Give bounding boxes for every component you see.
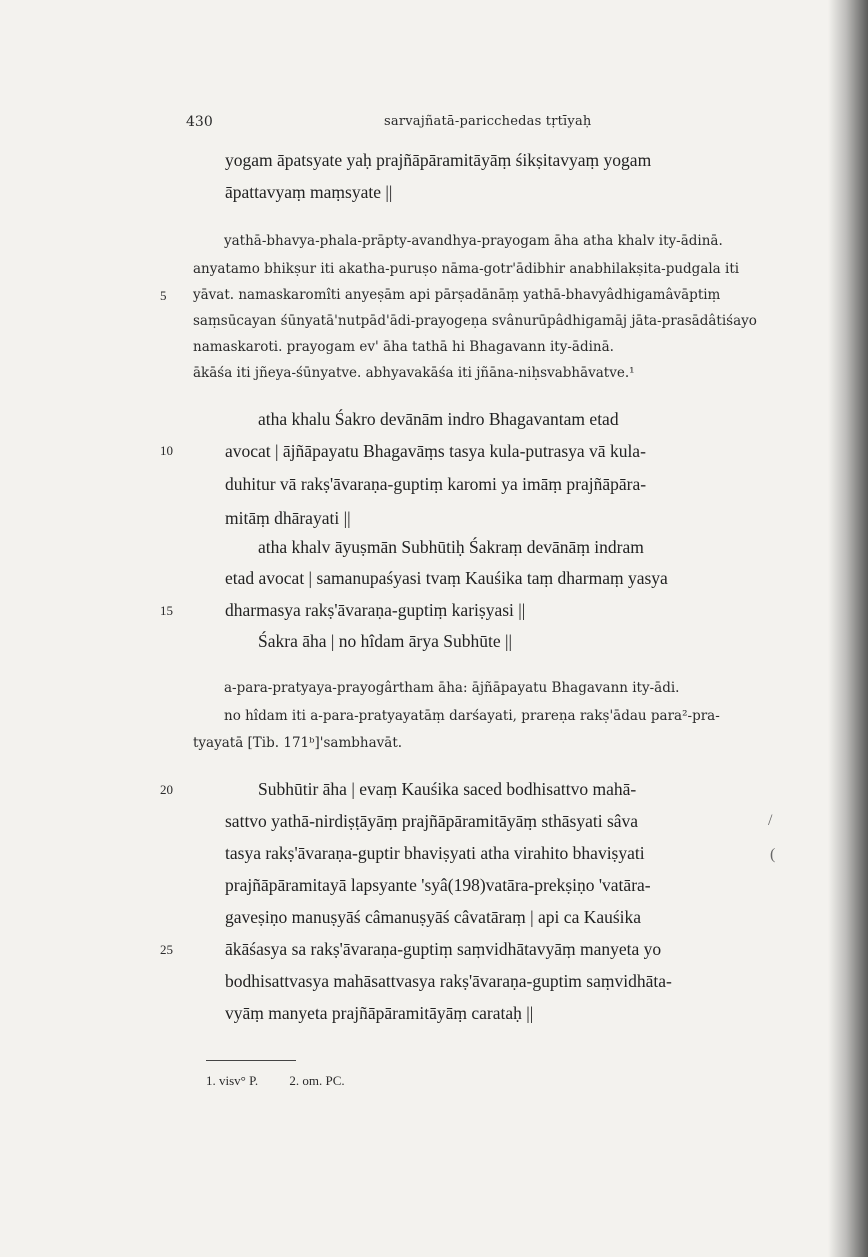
text-line: etad avocat | samanupaśyasi tvaṃ Kauśika taṃ dharmaṃ yasya (225, 568, 668, 588)
footnotes (206, 1073, 373, 1089)
footnote-1: 1. visv° P. (206, 1073, 259, 1088)
commentary-line: saṃsūcayan śūnyatā'nutpād'ādi-prayogeṇa svânurūpâdhigamāj jāta-prasādâtiśayo (193, 313, 757, 329)
text-line: sattvo yathā-nirdiṣṭāyāṃ prajñāpāramitāyāṃ sthāsyati sâva (225, 811, 639, 831)
footnote-rule (206, 1060, 296, 1061)
margin-mark: / (768, 812, 773, 829)
commentary-line: no hîdam iti a-para-pratyayatāṃ darśayati, prareṇa rakṣ'ādau para²-pra- (224, 708, 720, 724)
text-line: ākāśasya sa rakṣ'āvaraṇa-guptiṃ saṃvidhātavyāṃ manyeta yo (225, 939, 662, 959)
text-line: atha khalv āyuṣmān Subhūtiḥ Śakraṃ devānāṃ indram (258, 537, 644, 557)
footnote-2: 2. om. PC. (289, 1073, 345, 1088)
text-line: mitāṃ dhārayati || (225, 508, 351, 528)
text-line: prajñāpāramitayā lapsyante 'syâ(198)vatāra-prekṣiṇo 'vatāra- (225, 875, 651, 895)
commentary-line: tyayatā [Tib. 171ᵇ]'sambhavāt. (193, 735, 403, 751)
line-number-25: 25 (160, 942, 173, 957)
line-number-5: 5 (160, 288, 167, 303)
running-title: sarvajñatā-paricchedas tṛtīyaḥ (384, 114, 592, 129)
line-number-20: 20 (160, 782, 173, 797)
commentary-line: a-para-pratyaya-prayogârtham āha: ājñāpayatu Bhagavann ity-ādi. (224, 680, 680, 696)
text-line: avocat | ājñāpayatu Bhagavāṃs tasya kula-putrasya vā kula- (225, 441, 646, 461)
text-line: atha khalu Śakro devānām indro Bhagavantam etad (258, 409, 619, 429)
text-line: duhitur vā rakṣ'āvaraṇa-guptiṃ karomi ya imāṃ prajñāpāra- (225, 474, 647, 494)
text-line: yogam āpatsyate yaḥ prajñāpāramitāyāṃ śikṣitavyaṃ yogam (225, 150, 652, 170)
line-number-10: 10 (160, 443, 173, 458)
page-number: 430 (186, 114, 213, 130)
commentary-line: namaskaroti. prayogam ev' āha tathā hi Bhagavann ity-ādinā. (193, 339, 614, 355)
text-line: Subhūtir āha | evaṃ Kauśika saced bodhisattvo mahā- (258, 779, 637, 799)
margin-mark: ( (770, 846, 776, 863)
commentary-line: ākāśa iti jñeya-śūnyatve. abhyavakāśa iti jñāna-niḥsvabhāvatve.¹ (193, 365, 635, 381)
commentary-line: anyatamo bhikṣur iti akatha-puruṣo nāma-gotr'ādibhir anabhilakṣita-pudgala iti (193, 261, 740, 277)
text-line: gaveṣiṇo manuṣyāś câmanuṣyāś câvatāraṃ | api ca Kauśika (225, 907, 642, 927)
commentary-line: yāvat. namaskaromîti anyeṣām api pārṣadānāṃ yathā-bhavyâdhigamâvāptiṃ (193, 287, 721, 303)
text-line: dharmasya rakṣ'āvaraṇa-guptiṃ kariṣyasi || (225, 600, 526, 620)
text-line: bodhisattvasya mahāsattvasya rakṣ'āvaraṇa-guptim saṃvidhāta- (225, 971, 672, 991)
line-number-15: 15 (160, 603, 173, 618)
text-line: āpattavyaṃ maṃsyate || (225, 182, 393, 202)
text-line: tasya rakṣ'āvaraṇa-guptir bhaviṣyati atha virahito bhaviṣyati (225, 843, 645, 863)
commentary-line: yathā-bhavya-phala-prāpty-avandhya-prayogam āha atha khalv ity-ādinā. (224, 233, 723, 249)
text-line: Śakra āha | no hîdam ārya Subhūte || (258, 631, 512, 651)
text-line: vyāṃ manyeta prajñāpāramitāyāṃ carataḥ || (225, 1003, 534, 1023)
page-edge-shadow (828, 0, 868, 1257)
